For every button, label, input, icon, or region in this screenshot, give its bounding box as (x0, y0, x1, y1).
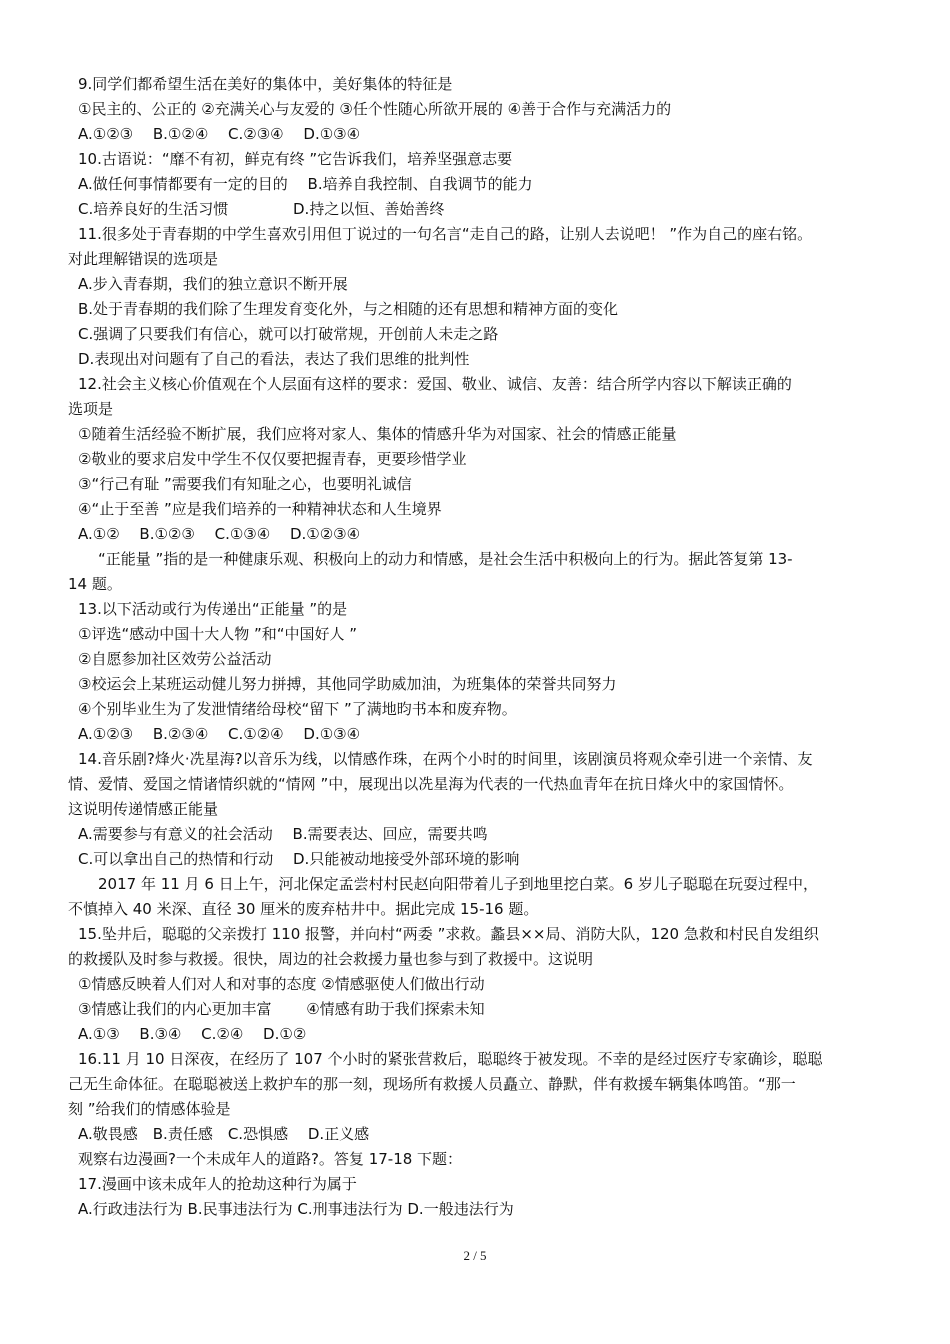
text-line: 16.11 月 10 日深夜，在经历了 107 个小时的紧张营救后，聪聪终于被发现。不幸的是经过医疗专家确诊，聪聪 (78, 1050, 823, 1068)
text-line: 10.古语说：“靡不有初，鲜克有终 ”它告诉我们，培养坚强意志要 (78, 150, 513, 168)
text-line: C.强调了只要我们有信心，就可以打破常规，开创前人未走之路 (78, 325, 499, 343)
text-line: ①民主的、公正的 ②充满关心与友爱的 ③任个性随心所欲开展的 ④善于合作与充满活力的 (78, 100, 672, 118)
text-line: ①评选“感动中国十大人物 ”和“中国好人 ” (78, 625, 358, 643)
text-line: A.做任何事情都要有一定的目的 B.培养自我控制、自我调节的能力 (78, 175, 533, 193)
document-body (68, 72, 892, 1222)
text-line: 12.社会主义核心价值观在个人层面有这样的要求：爱国、敬业、诚信、友善：结合所学内容以下解读正确的 (78, 375, 792, 393)
text-line: ②敬业的要求启发中学生不仅仅要把握青春，更要珍惜学业 (78, 450, 467, 468)
text-line: 不慎掉入 40 米深、直径 30 厘米的废弃枯井中。据此完成 15-16 题。 (68, 900, 539, 918)
text-line: 的救援队及时参与救援。很快，周边的社会救援力量也参与到了救援中。这说明 (68, 950, 594, 968)
text-line: 己无生命体征。在聪聪被送上救护车的那一刻，现场所有救援人员矗立、静默，伴有救援车辆集体鸣笛。“那一 (68, 1075, 796, 1093)
text-line: A.行政违法行为 B.民事违法行为 C.刑事违法行为 D.一般违法行为 (78, 1200, 514, 1218)
text-line: 11.很多处于青春期的中学生喜欢引用但丁说过的一句名言“走自己的路，让别人去说吧！ ”作为自己的座右铭。 (78, 225, 813, 243)
text-line: 对此理解错误的选项是 (68, 250, 219, 268)
text-line: A.①②③ B.①②④ C.②③④ D.①③④ (78, 125, 361, 143)
text-line: 2017 年 11 月 6 日上午，河北保定孟尝村村民赵向阳带着儿子到地里挖白菜。6 岁儿子聪聪在玩耍过程中， (98, 875, 818, 893)
text-line: ③“行己有耻 ”需要我们有知耻之心，也要明礼诚信 (78, 475, 412, 493)
text-line: ④“止于至善 ”应是我们培养的一种精神状态和人生境界 (78, 500, 442, 518)
text-line: ④个别毕业生为了发泄情绪给母校“留下 ”了满地昀书本和废弃物。 (78, 700, 517, 718)
text-line: A.敬畏感 B.责任感 C.恐惧感 D.正义感 (78, 1125, 370, 1143)
text-line: 情、爱情、爱国之情诸情织就的“情网 ”中，展现出以冼星海为代表的一代热血青年在抗日烽火中的家国情怀。 (68, 775, 794, 793)
text-line: 13.以下活动或行为传递出“正能量 ”的是 (78, 600, 348, 618)
text-line: 观察右边漫画?一个未成年人的道路?。答复 17-18 下题： (78, 1150, 463, 1168)
text-line: “正能量 ”指的是一种健康乐观、积极向上的动力和情感，是社会生活中积极向上的行为。据此答复第 13- (98, 550, 793, 568)
text-line: ①情感反映着人们对人和对事的态度 ②情感驱使人们做出行动 (78, 975, 485, 993)
page-number: 2 / 5 (463, 1248, 487, 1263)
text-line: 15.坠井后，聪聪的父亲拨打 110 报警，并向村“两委 ”求救。蠡县××局、消防大队，120 急救和村民自发组织 (78, 925, 819, 943)
text-line: A.①② B.①②③ C.①③④ D.①②③④ (78, 525, 361, 543)
text-line: A.①②③ B.②③④ C.①②④ D.①③④ (78, 725, 361, 743)
text-line: C.培养良好的生活习惯 D.持之以恒、善始善终 (78, 200, 445, 218)
text-line: 刻 ”给我们的情感体验是 (68, 1100, 231, 1118)
text-line: B.处于青春期的我们除了生理发育变化外，与之相随的还有思想和精神方面的变化 (78, 300, 619, 318)
text-line: 17.漫画中该未成年人的抢劫这种行为属于 (78, 1175, 357, 1193)
text-line: ①随着生活经验不断扩展，我们应将对家人、集体的情感升华为对国家、社会的情感正能量 (78, 425, 677, 443)
text-line: 这说明传递情感正能量 (68, 800, 219, 818)
text-line: 选项是 (68, 400, 114, 418)
text-line: 14 题。 (68, 575, 122, 593)
text-line: C.可以拿出自己的热情和行动 D.只能被动地接受外部环境的影响 (78, 850, 520, 868)
text-line: 14.音乐剧?烽火·冼星海?以音乐为线，以情感作珠，在两个小时的时间里，该剧演员将观众牵引进一个亲情、友 (78, 750, 813, 768)
text-line: ③校运会上某班运动健儿努力拼搏，其他同学助威加油，为班集体的荣誉共同努力 (78, 675, 617, 693)
text-line: ③情感让我们的内心更加丰富 ④情感有助于我们探索未知 (78, 1000, 485, 1018)
text-line: A.需要参与有意义的社会活动 B.需要表达、回应，需要共鸣 (78, 825, 488, 843)
text-line: ②自愿参加社区效劳公益活动 (78, 650, 272, 668)
text-line: A.步入青春期，我们的独立意识不断开展 (78, 275, 348, 293)
text-line: D.表现出对问题有了自己的看法，表达了我们思维的批判性 (78, 350, 470, 368)
text-line: 9.同学们都希望生活在美好的集体中，美好集体的特征是 (78, 75, 453, 93)
text-line: A.①③ B.③④ C.②④ D.①② (78, 1025, 307, 1043)
